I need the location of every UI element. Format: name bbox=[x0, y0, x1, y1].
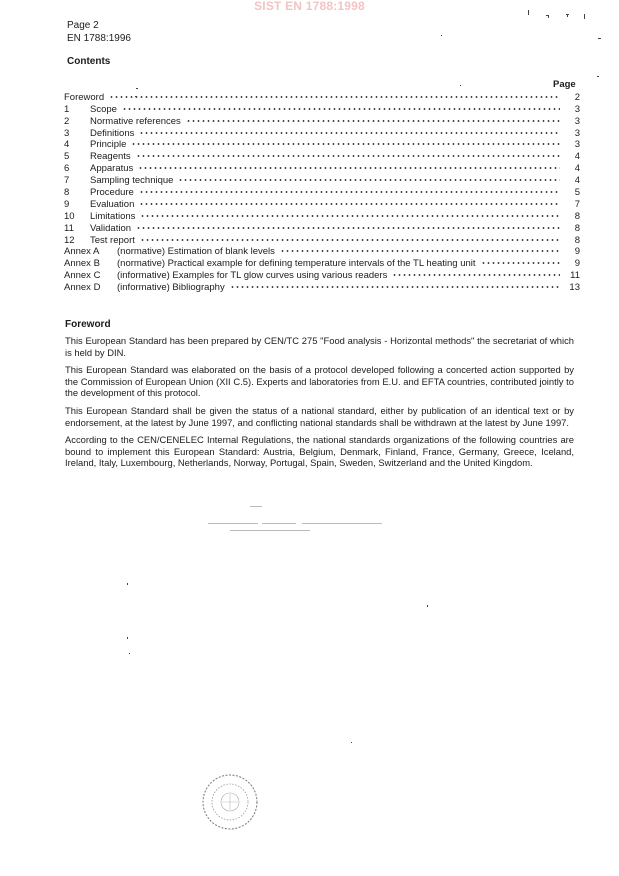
toc-entry-number: 11 bbox=[64, 222, 74, 234]
toc-entry-title: Sampling technique bbox=[90, 175, 174, 187]
toc-dot-leader bbox=[186, 117, 560, 125]
toc-entry bbox=[64, 162, 580, 174]
toc-entry-number: 7 bbox=[64, 175, 70, 187]
toc-entry-number: 10 bbox=[64, 210, 75, 222]
toc-entry bbox=[64, 269, 580, 281]
toc-entry bbox=[64, 103, 580, 115]
toc-entry bbox=[64, 281, 580, 293]
toc-entry-title: Definitions bbox=[90, 127, 135, 139]
toc-dot-leader bbox=[140, 236, 560, 244]
toc-entry-number: 12 bbox=[64, 234, 75, 246]
page-number: Page 2 bbox=[67, 20, 99, 31]
toc-entry-number: 2 bbox=[64, 115, 70, 127]
toc-dot-leader bbox=[136, 224, 560, 232]
toc-entry-title: Normative references bbox=[90, 115, 181, 127]
table-of-contents bbox=[64, 91, 580, 293]
toc-entry-number: 5 bbox=[64, 151, 70, 163]
toc-dot-leader bbox=[230, 283, 560, 291]
toc-dot-leader bbox=[131, 140, 560, 148]
toc-entry bbox=[64, 210, 580, 222]
toc-entry-page: 13 bbox=[569, 282, 580, 294]
toc-entry-page: 3 bbox=[574, 127, 580, 139]
page-header bbox=[67, 19, 131, 45]
toc-dot-leader bbox=[109, 93, 560, 101]
toc-entry bbox=[64, 234, 580, 246]
toc-entry-title: Foreword bbox=[64, 91, 105, 103]
toc-dot-leader bbox=[122, 105, 560, 113]
toc-entry-title: (informative) Examples for TL glow curves using various readers bbox=[117, 270, 388, 282]
toc-entry bbox=[64, 198, 580, 210]
toc-dot-leader bbox=[138, 164, 560, 172]
toc-entry-title: Limitations bbox=[90, 210, 136, 222]
toc-dot-leader bbox=[139, 188, 560, 196]
toc-entry-title: (informative) Bibliography bbox=[117, 282, 225, 294]
toc-dot-leader bbox=[136, 152, 560, 160]
toc-entry bbox=[64, 139, 580, 151]
toc-dot-leader bbox=[481, 259, 560, 267]
toc-entry bbox=[64, 222, 580, 234]
toc-entry-page: 4 bbox=[574, 175, 580, 187]
toc-entry-title: (normative) Estimation of blank levels bbox=[117, 246, 275, 258]
toc-dot-leader bbox=[392, 271, 560, 279]
toc-dot-leader bbox=[140, 212, 560, 220]
toc-entry-number: Annex C bbox=[64, 270, 101, 282]
document-id: EN 1788:1996 bbox=[67, 33, 131, 44]
toc-entry-title: Test report bbox=[90, 234, 135, 246]
toc-entry-page: 5 bbox=[574, 187, 580, 199]
toc-entry bbox=[64, 127, 580, 139]
toc-entry-title: Scope bbox=[90, 103, 117, 115]
contents-title: Contents bbox=[67, 56, 111, 67]
toc-entry bbox=[64, 150, 580, 162]
foreword-paragraph: According to the CEN/CENELEC Internal Regulations, the national standards organizations of the following countries are bound to implement this European Standard: Austria, Belgium, Denmark, Finland, France, Germany, Greece, Iceland, Ireland, Italy, Luxembourg, Netherlands, Norway, Portugal, Spain, Sweden, Switzerland and the United Kingdom. bbox=[65, 434, 574, 469]
watermark: SIST EN 1788:1998 bbox=[254, 0, 365, 13]
toc-entry bbox=[64, 257, 580, 269]
toc-entry-page: 8 bbox=[574, 210, 580, 222]
toc-entry-page: 8 bbox=[574, 222, 580, 234]
toc-dot-leader bbox=[280, 247, 560, 255]
toc-entry-page: 3 bbox=[574, 139, 580, 151]
toc-entry-page: 9 bbox=[574, 246, 580, 258]
library-stamp-seal bbox=[200, 772, 260, 832]
toc-entry bbox=[64, 186, 580, 198]
foreword-body bbox=[65, 335, 574, 475]
toc-entry-page: 2 bbox=[574, 91, 580, 103]
toc-entry-page: 7 bbox=[574, 198, 580, 210]
toc-entry-number: 6 bbox=[64, 163, 70, 175]
foreword-heading: Foreword bbox=[65, 319, 111, 330]
toc-entry-number: Annex A bbox=[64, 246, 100, 258]
toc-dot-leader bbox=[139, 200, 560, 208]
toc-entry-page: 11 bbox=[570, 270, 580, 282]
foreword-paragraph: This European Standard was elaborated on the basis of a protocol developed following a concerted action supported by the Commission of European Union (XII C.5). Experts and laboratories from E.U. and EFTA countries, contributed jointly to the development of this protocol. bbox=[65, 364, 574, 399]
toc-entry bbox=[64, 91, 580, 103]
toc-dot-leader bbox=[178, 176, 560, 184]
toc-entry-title: Procedure bbox=[90, 187, 134, 199]
toc-entry-number: Annex D bbox=[64, 282, 101, 294]
toc-entry-title: Validation bbox=[90, 222, 132, 234]
foreword-paragraph: This European Standard has been prepared by CEN/TC 275 "Food analysis - Horizontal methods" the secretariat of which is held by DIN. bbox=[65, 335, 574, 358]
toc-entry bbox=[64, 174, 580, 186]
toc-entry-number: Annex B bbox=[64, 258, 100, 270]
foreword-paragraph: This European Standard shall be given the status of a national standard, either by publication of an identical text or by endorsement, at the latest by June 1997, and conflicting national standards shall be withdrawn at the latest by June 1997. bbox=[65, 404, 574, 428]
toc-entry-number: 3 bbox=[64, 127, 70, 139]
toc-entry-page: 4 bbox=[574, 151, 580, 163]
toc-entry bbox=[64, 115, 580, 127]
toc-dot-leader bbox=[139, 129, 560, 137]
toc-entry-page: 4 bbox=[574, 163, 580, 175]
toc-entry-number: 1 bbox=[64, 103, 70, 115]
toc-page-column-label: Page bbox=[553, 79, 576, 90]
toc-entry bbox=[64, 246, 580, 258]
toc-entry-page: 9 bbox=[574, 258, 580, 270]
toc-entry-title: Reagents bbox=[90, 151, 131, 163]
toc-entry-number: 9 bbox=[64, 198, 70, 210]
toc-entry-title: Principle bbox=[90, 139, 127, 151]
toc-entry-title: Apparatus bbox=[90, 163, 134, 175]
toc-entry-number: 8 bbox=[64, 187, 70, 199]
toc-entry-number: 4 bbox=[64, 139, 70, 151]
toc-entry-page: 3 bbox=[574, 103, 580, 115]
toc-entry-page: 3 bbox=[574, 115, 580, 127]
toc-entry-title: Evaluation bbox=[90, 198, 135, 210]
toc-entry-title: (normative) Practical example for defining temperature intervals of the TL heating unit bbox=[117, 258, 476, 270]
toc-entry-page: 8 bbox=[574, 234, 580, 246]
